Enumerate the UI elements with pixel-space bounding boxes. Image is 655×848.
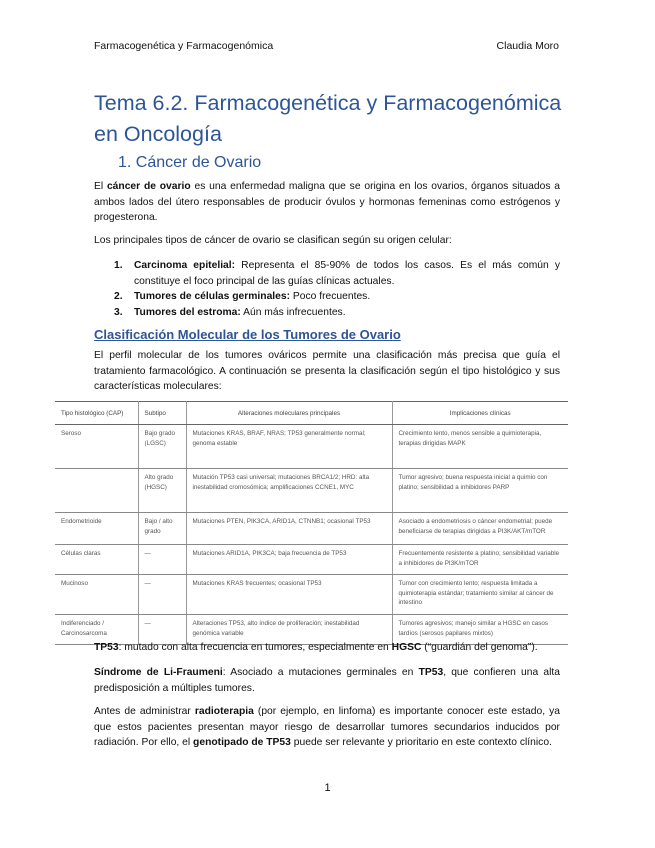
column-header: Alteraciones moleculares principales: [186, 402, 392, 425]
table-header-row: [55, 402, 568, 425]
intro-paragraph: El cáncer de ovario es una enfermedad maligna que se origina en los ovarios, órganos situados a ambos lados del útero responsables de producir óvulos y hormonas femeninas como estrógenos y progesterona.: [94, 181, 560, 224]
molecular-classification-table: [55, 401, 568, 645]
column-header: Tipo histológico (CAP): [55, 402, 138, 425]
tumor-types-list: [110, 258, 560, 320]
header-author: Claudia Moro: [496, 40, 559, 52]
table-row: Células claras — Mutaciones ARID1A, PIK3CA; baja frecuencia de TP53 Frecuentemente resistente a platino; sensibilidad variable a inhibidores de PI3K/mTOR: [55, 545, 568, 575]
bold-term: cáncer de ovario: [106, 181, 191, 192]
types-intro: Los principales tipos de cáncer de ovario se clasifican según su origen celular:: [94, 235, 452, 246]
page-title: Tema 6.2. Farmacogenética y Farmacogenómica en Oncología: [94, 91, 562, 146]
header-left: Farmacogenética y Farmacogenómica: [94, 40, 274, 52]
page-number: 1: [324, 782, 331, 794]
list-item: 2. Tumores de células germinales: Poco frecuentes.: [114, 291, 371, 303]
table-row: Alto grado (HGSC) Mutación TP53 casi universal; mutaciones BRCA1/2; HRD: alta inestabilidad cromosómica; amplificaciones CCNE1, MYC Tumor agresivo; buena respuesta inicial a quimio con platino; sensibilidad a inhibidores PARP: [55, 469, 568, 513]
subsection-heading: Clasificación Molecular de los Tumores de Ovario: [94, 327, 401, 342]
page-header: [94, 40, 559, 52]
table-row: Seroso Bajo grado (LGSC) Mutaciones KRAS, BRAF, NRAS; TP53 generalmente normal; genoma estable Crecimiento lento, menos sensible a quimioterapia, terapias dirigidas MAPK: [55, 425, 568, 469]
list-item: 1. Carcinoma epitelial: Representa el 85-90% de todos los casos. Es el más común y constituye el foco principal de las guías clínicas actuales.: [114, 260, 560, 287]
table-row: Endometrioide Bajo / alto grado Mutaciones PTEN, PIK3CA, ARID1A, CTNNB1; ocasional TP53 Asociado a endometriosis o cáncer endometrial; puede beneficiarse de terapias dirigidas a PI3K/AKT/mTOR: [55, 513, 568, 545]
column-header: Subtipo: [138, 402, 186, 425]
section-heading: 1. Cáncer de Ovario: [118, 154, 262, 171]
tp53-note: TP53: mutado con alta frecuencia en tumores, especialmente en HGSC (“guardián del genoma”).: [94, 642, 538, 653]
column-header: Implicaciones clínicas: [392, 402, 568, 425]
table-row: Indiferenciado / Carcinosarcoma — Alteraciones TP53, alto índice de proliferación; inestabilidad genómica variable Tumores agresivos; manejo similar a HGSC en casos tardíos (serosos papilares mixtos): [55, 615, 568, 645]
li-fraumeni-note: Síndrome de Li-Fraumeni: Asociado a mutaciones germinales en TP53, que confieren una alta predisposición a múltiples tumores.: [94, 667, 560, 694]
radiotherapy-note: Antes de administrar radioterapia (por ejemplo, en linfoma) es importante conocer este estado, ya que estos pacientes presentan mayor riesgo de desarrollar tumores secundarios inducidos por radiación. Por ello, el genotipado de TP53 puede ser relevante y prioritario en este contexto clínico.: [94, 706, 560, 749]
list-item: 3. Tumores del estroma: Aún más infrecuentes.: [114, 306, 346, 318]
table-row: Mucinoso — Mutaciones KRAS frecuentes; ocasional TP53 Tumor con crecimiento lento; respuesta limitada a quimioterapia estándar; tratamiento similar al cáncer de intestino: [55, 575, 568, 615]
molecular-intro: El perfil molecular de los tumores ováricos permite una clasificación más precisa que guía el tratamiento farmacológico. A continuación se presenta la clasificación según el tipo histológico y sus características moleculares:: [94, 350, 560, 393]
